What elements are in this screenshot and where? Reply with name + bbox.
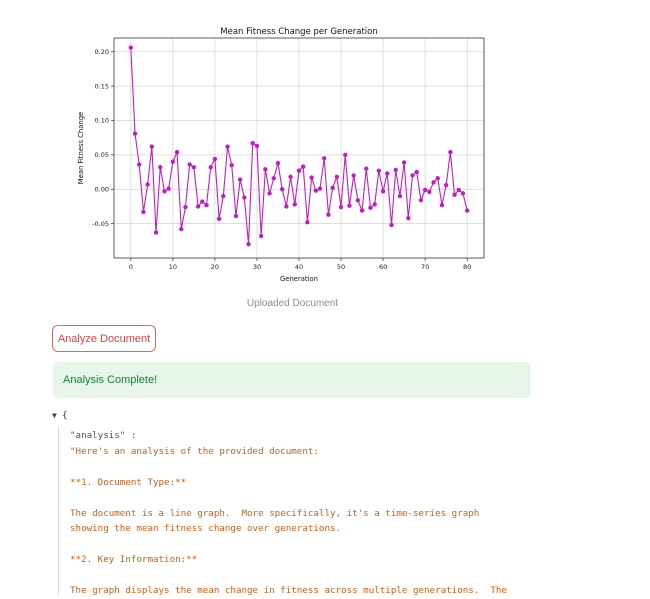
data-point (385, 171, 389, 175)
json-value-line: **1. Document Type:** (70, 476, 187, 488)
x-tick-label: 10 (168, 263, 178, 271)
data-point (330, 186, 334, 190)
data-point (213, 157, 217, 161)
data-point (440, 203, 444, 207)
data-point (183, 205, 187, 209)
data-point (301, 164, 305, 168)
data-point (267, 191, 271, 195)
x-tick-label: 40 (294, 263, 304, 271)
json-indent-guide (58, 426, 59, 596)
data-point (431, 180, 435, 184)
collapse-toggle-icon[interactable]: ▼ (52, 411, 57, 420)
chart-title: Mean Fitness Change per Generation (220, 27, 378, 37)
x-tick-label: 20 (210, 263, 220, 271)
data-point (314, 188, 318, 192)
data-point (347, 204, 351, 208)
json-value-line: **2. Key Information:** (70, 554, 198, 565)
data-point (461, 191, 465, 195)
x-tick-label: 30 (252, 263, 262, 271)
data-point (238, 177, 242, 181)
data-point (255, 144, 259, 148)
data-point (398, 194, 402, 198)
json-value-line: showing the mean fitness change over generations. (70, 523, 342, 534)
data-point (339, 205, 343, 209)
x-tick-label: 70 (420, 263, 430, 271)
data-point (175, 150, 179, 154)
data-point (221, 194, 225, 198)
image-caption: Uploaded Document (246, 298, 339, 309)
data-point (377, 168, 381, 172)
data-point (192, 165, 196, 169)
x-tick-label: 80 (463, 263, 472, 271)
json-value-line (70, 568, 610, 584)
data-point (415, 170, 419, 174)
data-point (326, 212, 330, 216)
data-point (137, 162, 141, 166)
y-tick-label: 0.05 (94, 151, 109, 160)
data-point (234, 214, 238, 218)
data-point (381, 189, 385, 193)
data-point (448, 150, 452, 154)
x-tick-label: 50 (336, 263, 346, 271)
json-value-line: The graph displays the mean change in fitness across multiple generations. The (70, 585, 507, 596)
data-point (209, 165, 213, 169)
data-point (410, 173, 414, 177)
data-point (162, 189, 166, 193)
json-key-line (70, 428, 610, 444)
data-point (276, 161, 280, 165)
json-value-line (70, 490, 610, 506)
data-point (217, 217, 221, 221)
json-key: "analysis" (70, 430, 126, 441)
data-point (196, 204, 200, 208)
data-point (204, 203, 208, 207)
data-point (318, 186, 322, 190)
json-viewer (52, 408, 612, 595)
data-point (406, 216, 410, 220)
json-value-line: "Here's an analysis of the provided document: (70, 445, 319, 457)
data-point (158, 165, 162, 169)
x-tick-label: 0 (128, 263, 133, 271)
data-point (263, 167, 267, 171)
data-point (200, 199, 204, 203)
data-point (141, 210, 145, 214)
json-value-line: The document is a line graph. More specifically, it's a time-series graph (70, 507, 480, 519)
analyze-document-button[interactable]: Analyze Document (52, 325, 156, 352)
data-point (452, 193, 456, 197)
data-point (309, 175, 313, 179)
data-point (457, 188, 461, 192)
y-tick-label: 0.20 (94, 47, 109, 56)
data-point (465, 208, 469, 212)
data-point (293, 202, 297, 206)
data-point (242, 195, 246, 199)
data-point (427, 190, 431, 194)
data-point (372, 202, 376, 206)
data-point (402, 160, 406, 164)
json-body (70, 428, 610, 599)
data-point (444, 183, 448, 187)
data-point (166, 186, 170, 190)
data-point (288, 175, 292, 179)
data-point (423, 188, 427, 192)
y-tick-label: 0.00 (94, 185, 109, 194)
x-axis-label: Generation (280, 275, 318, 283)
data-point (297, 168, 301, 172)
data-point (351, 173, 355, 177)
data-point (389, 223, 393, 227)
json-value-line (70, 459, 610, 475)
data-point (322, 156, 326, 160)
json-open-brace: { (62, 410, 68, 421)
data-point (436, 176, 440, 180)
data-point (280, 187, 284, 191)
data-point (356, 198, 360, 202)
data-point (133, 131, 137, 135)
data-point (364, 166, 368, 170)
data-point (187, 162, 191, 166)
data-point (171, 160, 175, 164)
data-point (246, 242, 250, 246)
y-axis-label: Mean Fitness Change (77, 111, 85, 185)
line-chart (70, 22, 500, 287)
success-message: Analysis Complete! (63, 374, 158, 386)
json-colon: : (125, 430, 137, 441)
data-point (360, 208, 364, 212)
data-point (305, 220, 309, 224)
fitness-chart (70, 22, 500, 287)
data-point (272, 176, 276, 180)
data-point (259, 234, 263, 238)
data-point (129, 45, 133, 49)
data-point (343, 153, 347, 157)
y-tick-label: -0.05 (92, 219, 109, 228)
y-tick-label: 0.10 (94, 116, 109, 125)
data-point (335, 175, 339, 179)
x-tick-label: 60 (378, 263, 388, 271)
y-tick-label: 0.15 (94, 82, 109, 91)
data-point (145, 182, 149, 186)
success-alert (53, 362, 531, 398)
data-point (251, 141, 255, 145)
data-point (394, 168, 398, 172)
data-point (154, 230, 158, 234)
data-point (225, 144, 229, 148)
data-point (419, 198, 423, 202)
data-point (284, 204, 288, 208)
data-point (150, 144, 154, 148)
data-point (230, 163, 234, 167)
data-point (368, 206, 372, 210)
data-point (179, 227, 183, 231)
json-value-line (70, 537, 610, 553)
